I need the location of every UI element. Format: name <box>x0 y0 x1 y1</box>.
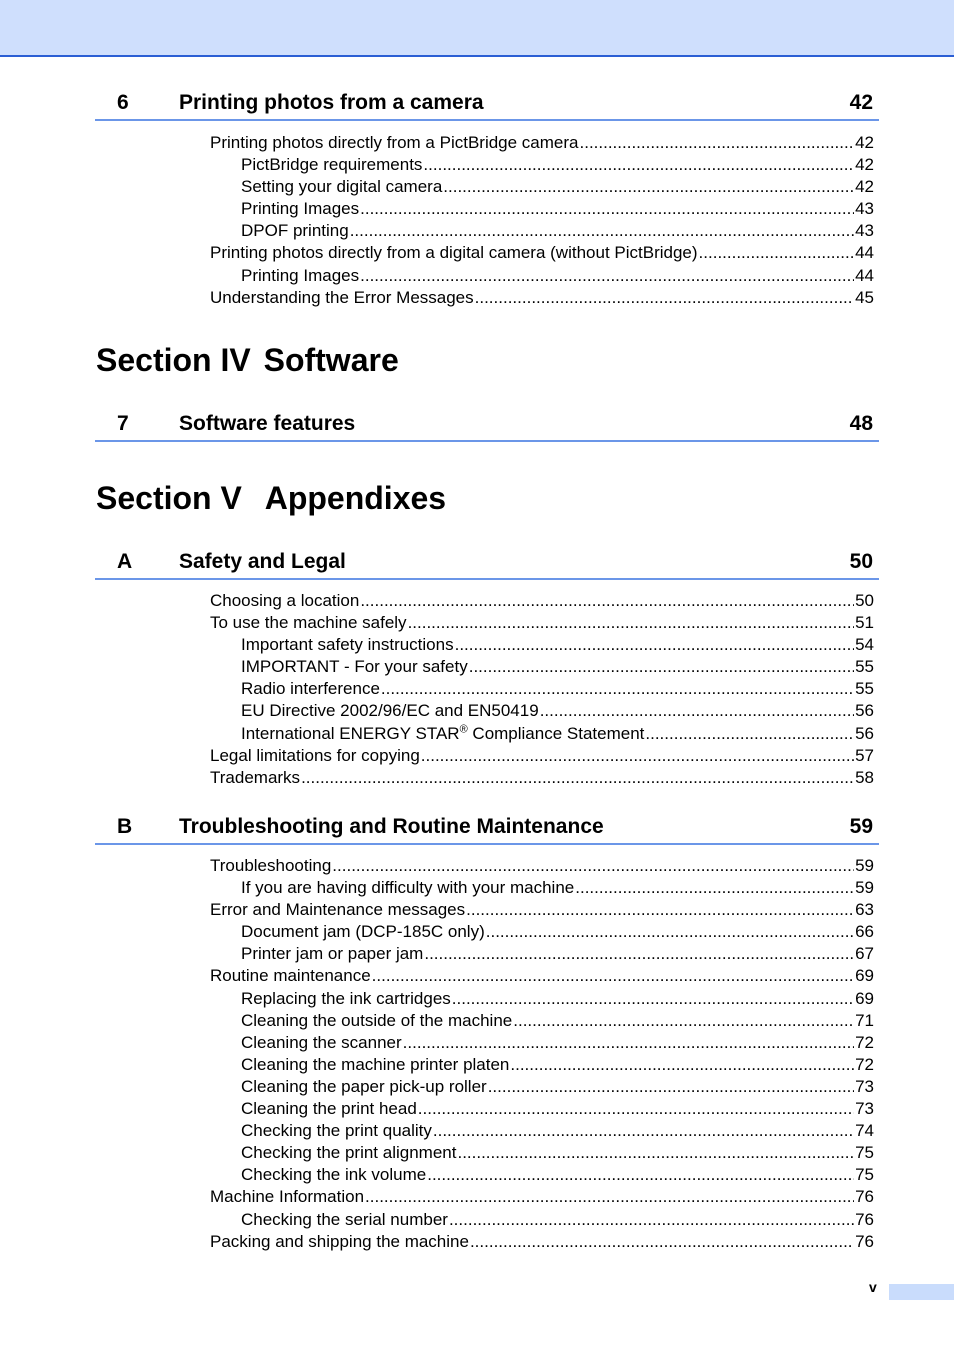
toc-entry-title: Packing and shipping the machine <box>210 1231 469 1251</box>
toc-entry-page: 72 <box>855 1054 874 1074</box>
toc-entry-title: Troubleshooting <box>210 856 332 875</box>
leader-dots <box>486 921 854 943</box>
toc-entry-page: 43 <box>855 221 874 241</box>
toc-entry-title: PictBridge requirements <box>241 155 423 175</box>
leader-dots <box>540 700 854 722</box>
toc-entry[interactable] <box>210 943 874 965</box>
toc-entry[interactable] <box>210 242 874 264</box>
toc-entry-title: Printing Images <box>241 199 360 219</box>
toc-entry-page: 76 <box>855 1209 874 1229</box>
toc-entry[interactable] <box>210 612 874 634</box>
chapter-title: Safety and Legal <box>179 550 346 573</box>
toc-entry-page: 56 <box>855 723 874 743</box>
toc-entry-page: 72 <box>855 1032 874 1052</box>
toc-entry-title: Printing Images <box>241 265 360 285</box>
toc-entry-page: 45 <box>855 287 874 307</box>
toc-entry-page: 43 <box>855 199 874 219</box>
toc-entry-page: 69 <box>855 988 874 1008</box>
toc-entry-page: 58 <box>855 767 874 787</box>
toc-entry[interactable] <box>210 723 874 745</box>
toc-entry-title: Important safety instructions <box>241 635 454 655</box>
toc-entry[interactable] <box>210 1120 874 1142</box>
toc-entry-page: 42 <box>855 133 874 152</box>
toc-entry-page: 73 <box>855 1099 874 1119</box>
toc-entry[interactable] <box>210 265 874 287</box>
leader-dots <box>475 287 854 309</box>
leader-dots <box>423 154 854 176</box>
toc-entry-title: Checking the print quality <box>241 1121 432 1141</box>
toc-entry-title-part: Compliance Statement <box>467 723 645 743</box>
toc-entry-title: Choosing a location <box>210 591 360 610</box>
leader-dots <box>360 198 854 220</box>
toc-entry-title: Radio interference <box>241 679 380 699</box>
toc-entry[interactable] <box>210 198 874 220</box>
section-label: Section IV <box>96 342 251 378</box>
chapter-number: 7 <box>117 412 129 435</box>
leader-dots <box>452 988 854 1010</box>
leader-dots <box>466 899 854 921</box>
toc-entry-page: 59 <box>855 856 874 875</box>
chapter-heading-7[interactable] <box>95 410 879 442</box>
toc-entry-page: 51 <box>855 613 874 633</box>
toc-entry[interactable] <box>210 767 874 789</box>
leader-dots <box>418 1098 854 1120</box>
toc-entry-title: Trademarks <box>210 767 301 787</box>
toc-entry[interactable] <box>210 1032 874 1054</box>
toc-entry-title: Cleaning the outside of the machine <box>241 1010 513 1030</box>
toc-entry-title <box>241 723 644 745</box>
leader-dots <box>645 723 854 745</box>
toc-entry-title: If you are having difficulty with your machine <box>241 878 575 898</box>
toc-entry-title: Document jam (DCP-185C only) <box>241 922 485 942</box>
toc-entry[interactable] <box>210 1076 874 1098</box>
toc-entry[interactable] <box>210 965 874 987</box>
leader-dots <box>332 855 854 877</box>
leader-dots <box>513 1010 854 1032</box>
toc-entry-title: IMPORTANT - For your safety <box>241 657 468 677</box>
toc-entry-title: Cleaning the scanner <box>241 1032 402 1052</box>
chapter-number: B <box>117 815 133 838</box>
leader-dots <box>510 1054 854 1076</box>
toc-entry-title: Routine maintenance <box>210 966 371 986</box>
toc-entry-page: 42 <box>855 155 874 175</box>
leader-dots <box>433 1120 854 1142</box>
chapter-number: 6 <box>117 91 129 114</box>
toc-entry-title: DPOF printing <box>241 221 349 241</box>
toc-entry[interactable] <box>210 855 874 877</box>
toc-entry[interactable] <box>210 154 874 176</box>
leader-dots <box>455 634 854 656</box>
toc-entry-title: Printer jam or paper jam <box>241 944 424 964</box>
toc-entry-page: 76 <box>855 1231 874 1251</box>
section-name: Appendixes <box>264 480 447 516</box>
leader-dots <box>470 1231 854 1253</box>
toc-list-chapter-b <box>210 855 874 1253</box>
leader-dots <box>699 242 855 264</box>
toc-entry-page: 42 <box>855 177 874 197</box>
leader-dots <box>427 1164 854 1186</box>
toc-entry[interactable] <box>210 1142 874 1164</box>
toc-entry-title: Checking the print alignment <box>241 1143 457 1163</box>
toc-entry[interactable] <box>210 656 874 678</box>
toc-entry-title-part: International ENERGY STAR <box>241 723 460 743</box>
leader-dots <box>575 877 854 899</box>
chapter-heading-b[interactable] <box>95 813 879 845</box>
section-label: Section V <box>96 480 242 516</box>
toc-entry-page: 56 <box>855 701 874 721</box>
chapter-heading-6[interactable] <box>95 89 879 121</box>
toc-entry-page: 76 <box>855 1187 874 1207</box>
toc-entry[interactable] <box>210 1209 874 1231</box>
toc-entry[interactable] <box>210 921 874 943</box>
toc-entry[interactable] <box>210 1231 874 1253</box>
toc-entry[interactable] <box>210 1098 874 1120</box>
leader-dots <box>365 1186 854 1208</box>
leader-dots <box>372 965 854 987</box>
toc-entry-page: 57 <box>855 745 874 765</box>
toc-entry[interactable] <box>210 1164 874 1186</box>
toc-entry-page: 74 <box>855 1121 874 1141</box>
leader-dots <box>381 678 854 700</box>
leader-dots <box>488 1076 854 1098</box>
toc-entry-title: Replacing the ink cartridges <box>241 988 451 1008</box>
leader-dots <box>580 132 855 154</box>
leader-dots <box>301 767 854 789</box>
toc-entry-title: Checking the serial number <box>241 1209 448 1229</box>
chapter-title: Printing photos from a camera <box>179 91 484 114</box>
toc-entry-title: Legal limitations for copying <box>210 745 420 765</box>
toc-entry-page: 44 <box>855 243 874 263</box>
section-name: Software <box>263 342 399 378</box>
toc-entry[interactable] <box>210 1054 874 1076</box>
toc-entry[interactable] <box>210 220 874 242</box>
toc-entry[interactable] <box>210 877 874 899</box>
chapter-page: 50 <box>849 550 873 573</box>
toc-entry[interactable] <box>210 745 874 767</box>
toc-entry-title: Understanding the Error Messages <box>210 287 474 307</box>
toc-entry-title: EU Directive 2002/96/EC and EN50419 <box>241 701 539 721</box>
chapter-page: 48 <box>849 412 873 435</box>
section-heading-v <box>96 480 446 517</box>
toc-list-chapter-6 <box>210 132 874 309</box>
toc-entry[interactable] <box>210 590 874 612</box>
toc-entry-page: 50 <box>855 591 874 610</box>
toc-entry-page: 75 <box>855 1165 874 1185</box>
toc-entry-page: 66 <box>855 922 874 942</box>
toc-entry-page: 73 <box>855 1076 874 1096</box>
toc-entry-page: 63 <box>855 900 874 920</box>
toc-entry-title: Cleaning the machine printer platen <box>241 1054 510 1074</box>
toc-entry-page: 69 <box>855 966 874 986</box>
toc-entry-title: Printing photos directly from a PictBridge camera <box>210 133 579 152</box>
toc-entry-page: 44 <box>855 265 874 285</box>
leader-dots <box>443 176 854 198</box>
toc-entry[interactable] <box>210 700 874 722</box>
toc-entry-title: To use the machine safely <box>210 613 407 633</box>
section-heading-iv <box>96 342 399 379</box>
toc-entry[interactable] <box>210 1010 874 1032</box>
toc-entry-title: Setting your digital camera <box>241 177 443 197</box>
toc-entry[interactable] <box>210 678 874 700</box>
chapter-title: Troubleshooting and Routine Maintenance <box>179 815 604 838</box>
toc-entry-page: 55 <box>855 679 874 699</box>
leader-dots <box>421 745 854 767</box>
page-tab-marker <box>889 1284 954 1300</box>
toc-entry[interactable] <box>210 988 874 1010</box>
toc-entry-title: Cleaning the paper pick-up roller <box>241 1076 487 1096</box>
toc-entry-title: Machine Information <box>210 1187 365 1207</box>
registered-mark: ® <box>459 722 468 735</box>
chapter-title: Software features <box>179 412 356 435</box>
toc-entry-page: 55 <box>855 657 874 677</box>
leader-dots <box>469 656 854 678</box>
leader-dots <box>350 220 854 242</box>
toc-entry[interactable] <box>210 287 874 309</box>
chapter-heading-a[interactable] <box>95 548 879 580</box>
leader-dots <box>403 1032 854 1054</box>
toc-entry-title: Error and Maintenance messages <box>210 900 466 920</box>
toc-entry[interactable] <box>210 899 874 921</box>
header-band <box>0 0 954 57</box>
toc-entry[interactable] <box>210 634 874 656</box>
leader-dots <box>449 1209 854 1231</box>
toc-entry-title: Printing photos directly from a digital camera (without PictBridge) <box>210 243 698 263</box>
toc-entry[interactable] <box>210 132 874 154</box>
page-number: v <box>869 1279 877 1295</box>
toc-entry[interactable] <box>210 176 874 198</box>
toc-entry-page: 75 <box>855 1143 874 1163</box>
toc-entry-page: 71 <box>855 1010 874 1030</box>
toc-entry[interactable] <box>210 1186 874 1208</box>
leader-dots <box>424 943 854 965</box>
leader-dots <box>408 612 855 634</box>
toc-entry-title: Cleaning the print head <box>241 1099 417 1119</box>
toc-entry-page: 54 <box>855 635 874 655</box>
leader-dots <box>360 590 854 612</box>
leader-dots <box>457 1142 854 1164</box>
toc-entry-page: 67 <box>855 944 874 964</box>
toc-list-chapter-a <box>210 590 874 789</box>
leader-dots <box>360 265 854 287</box>
toc-entry-page: 59 <box>855 878 874 898</box>
chapter-page: 42 <box>849 91 873 114</box>
chapter-number: A <box>117 550 133 573</box>
chapter-page: 59 <box>849 815 873 838</box>
toc-entry-title: Checking the ink volume <box>241 1165 427 1185</box>
